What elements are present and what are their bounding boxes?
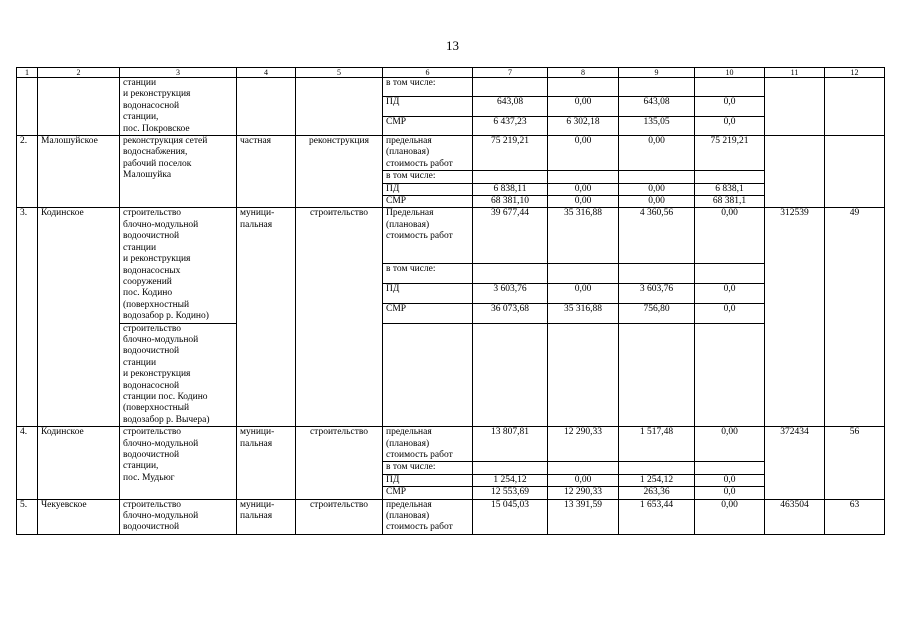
cost-value: 6 838,1 — [695, 183, 765, 195]
work-type: строительство — [296, 499, 383, 534]
cost-value: 0,0 — [695, 487, 765, 499]
cost-value: 12 553,69 — [473, 487, 548, 499]
table-row — [17, 208, 885, 264]
capacity-value: 463504 — [765, 499, 825, 534]
settlement-name — [38, 78, 120, 136]
empty-cell — [383, 323, 473, 427]
cost-value — [473, 78, 548, 97]
cost-value: 35 316,88 — [548, 303, 619, 323]
column-number: 2 — [38, 68, 120, 78]
cost-value: 1 517,48 — [619, 427, 695, 462]
column-number: 11 — [765, 68, 825, 78]
settlement-name: Малошуйское — [38, 136, 120, 208]
object-description-extra: строительство блочно-модульной водоочистной станции и реконструкция водонасосной станции пос. Кодино (поверхностный водозабор р. Вычера) — [120, 323, 237, 427]
cost-category: СМР — [383, 116, 473, 135]
investment-table — [16, 67, 885, 535]
cost-value: 13 391,59 — [548, 499, 619, 534]
cost-category: в том числе: — [383, 78, 473, 97]
table-row — [17, 499, 885, 534]
cost-value: 643,08 — [619, 97, 695, 116]
indicator-value: 63 — [825, 499, 885, 534]
cost-value: 0,00 — [548, 136, 619, 171]
cost-value: 0,00 — [619, 183, 695, 195]
cost-value: 0,00 — [548, 196, 619, 208]
cost-category: предельная (плановая) стоимость работ — [383, 499, 473, 534]
column-number: 10 — [695, 68, 765, 78]
indicator-value — [825, 136, 885, 208]
cost-value — [473, 462, 548, 474]
row-number — [17, 78, 38, 136]
object-description: станции и реконструкция водонасосной станции, пос. Покровское — [120, 78, 237, 136]
cost-value — [548, 462, 619, 474]
cost-value: 12 290,33 — [548, 487, 619, 499]
cost-value — [619, 462, 695, 474]
capacity-value: 312539 — [765, 208, 825, 427]
cost-value: 13 807,81 — [473, 427, 548, 462]
cost-category: предельная (плановая) стоимость работ — [383, 136, 473, 171]
cost-value — [473, 171, 548, 183]
cost-category: ПД — [383, 284, 473, 304]
cost-category: Предельная (плановая) стоимость работ — [383, 208, 473, 264]
cost-value: 68 381,1 — [695, 196, 765, 208]
cost-value: 0,00 — [619, 136, 695, 171]
cost-value: 263,36 — [619, 487, 695, 499]
work-type: строительство — [296, 427, 383, 499]
cost-value: 756,80 — [619, 303, 695, 323]
column-number: 7 — [473, 68, 548, 78]
settlement-name: Кодинское — [38, 208, 120, 427]
row-number: 5. — [17, 499, 38, 534]
cost-value: 15 045,03 — [473, 499, 548, 534]
cost-value: 0,0 — [695, 116, 765, 135]
column-number: 8 — [548, 68, 619, 78]
cost-value: 39 677,44 — [473, 208, 548, 264]
cost-value: 0,0 — [695, 284, 765, 304]
cost-category: СМР — [383, 196, 473, 208]
indicator-value — [825, 78, 885, 136]
column-number: 5 — [296, 68, 383, 78]
cost-value — [619, 264, 695, 284]
cost-category: предельная (плановая) стоимость работ — [383, 427, 473, 462]
cost-value: 75 219,21 — [473, 136, 548, 171]
cost-value: 0,0 — [695, 97, 765, 116]
cost-value — [619, 171, 695, 183]
cost-value: 3 603,76 — [619, 284, 695, 304]
cost-value: 0,00 — [695, 208, 765, 264]
cost-value: 135,05 — [619, 116, 695, 135]
cost-value: 0,00 — [548, 97, 619, 116]
cost-category: в том числе: — [383, 171, 473, 183]
ownership-type: частная — [237, 136, 296, 208]
table-row-extra — [17, 323, 885, 427]
work-type: реконструкция — [296, 136, 383, 208]
cost-value: 0,00 — [695, 427, 765, 462]
cost-value — [548, 78, 619, 97]
cost-value — [695, 78, 765, 97]
column-number: 6 — [383, 68, 473, 78]
cost-value: 643,08 — [473, 97, 548, 116]
row-number: 2. — [17, 136, 38, 208]
cost-category: ПД — [383, 97, 473, 116]
cost-value: 6 437,23 — [473, 116, 548, 135]
empty-cell — [695, 323, 765, 427]
ownership-type — [237, 78, 296, 136]
column-number: 9 — [619, 68, 695, 78]
row-number: 3. — [17, 208, 38, 427]
column-number-row — [17, 68, 885, 78]
object-description: строительство блочно-модульной водоочистной станции и реконструкция водонасосных сооружений пос. Кодино (поверхностный водозабор р. Кодино) — [120, 208, 237, 323]
cost-value — [695, 462, 765, 474]
cost-value: 4 360,56 — [619, 208, 695, 264]
table-row — [17, 78, 885, 97]
cost-value: 0,00 — [548, 474, 619, 486]
cost-value — [548, 171, 619, 183]
cost-value: 3 603,76 — [473, 284, 548, 304]
capacity-value — [765, 136, 825, 208]
work-type: строительство — [296, 208, 383, 427]
cost-category: ПД — [383, 474, 473, 486]
empty-cell — [473, 323, 548, 427]
cost-value: 68 381,10 — [473, 196, 548, 208]
settlement-name: Кодинское — [38, 427, 120, 499]
table-row — [17, 136, 885, 171]
cost-category: в том числе: — [383, 264, 473, 284]
empty-cell — [548, 323, 619, 427]
column-number: 4 — [237, 68, 296, 78]
ownership-type: муници- пальная — [237, 427, 296, 499]
capacity-value — [765, 78, 825, 136]
cost-category: СМР — [383, 487, 473, 499]
cost-category: СМР — [383, 303, 473, 323]
column-number: 12 — [825, 68, 885, 78]
cost-value: 0,00 — [695, 499, 765, 534]
cost-value — [695, 171, 765, 183]
cost-value: 35 316,88 — [548, 208, 619, 264]
cost-value: 1 653,44 — [619, 499, 695, 534]
object-description: строительство блочно-модульной водоочистной станции, пос. Мудьюг — [120, 427, 237, 499]
cost-value: 6 838,11 — [473, 183, 548, 195]
cost-value: 0,0 — [695, 474, 765, 486]
cost-value: 36 073,68 — [473, 303, 548, 323]
capacity-value: 372434 — [765, 427, 825, 499]
column-number: 3 — [120, 68, 237, 78]
row-number: 4. — [17, 427, 38, 499]
object-description: строительство блочно-модульной водоочистной — [120, 499, 237, 534]
cost-value — [548, 264, 619, 284]
indicator-value: 49 — [825, 208, 885, 427]
cost-category: в том числе: — [383, 462, 473, 474]
cost-value — [695, 264, 765, 284]
cost-category: ПД — [383, 183, 473, 195]
cost-value: 1 254,12 — [473, 474, 548, 486]
cost-value: 75 219,21 — [695, 136, 765, 171]
empty-cell — [619, 323, 695, 427]
cost-value: 0,00 — [548, 183, 619, 195]
table-row — [17, 427, 885, 462]
cost-value: 1 254,12 — [619, 474, 695, 486]
cost-value — [473, 264, 548, 284]
cost-value: 12 290,33 — [548, 427, 619, 462]
column-number: 1 — [17, 68, 38, 78]
page-number: 13 — [446, 38, 459, 53]
cost-value: 6 302,18 — [548, 116, 619, 135]
cost-value: 0,00 — [619, 196, 695, 208]
work-type — [296, 78, 383, 136]
indicator-value: 56 — [825, 427, 885, 499]
object-description: реконструкция сетей водоснабжения, рабочий поселок Малошуйка — [120, 136, 237, 208]
settlement-name: Чекуевское — [38, 499, 120, 534]
cost-value: 0,0 — [695, 303, 765, 323]
cost-value — [619, 78, 695, 97]
ownership-type: муници- пальная — [237, 208, 296, 427]
cost-value: 0,00 — [548, 284, 619, 304]
ownership-type: муници- пальная — [237, 499, 296, 534]
